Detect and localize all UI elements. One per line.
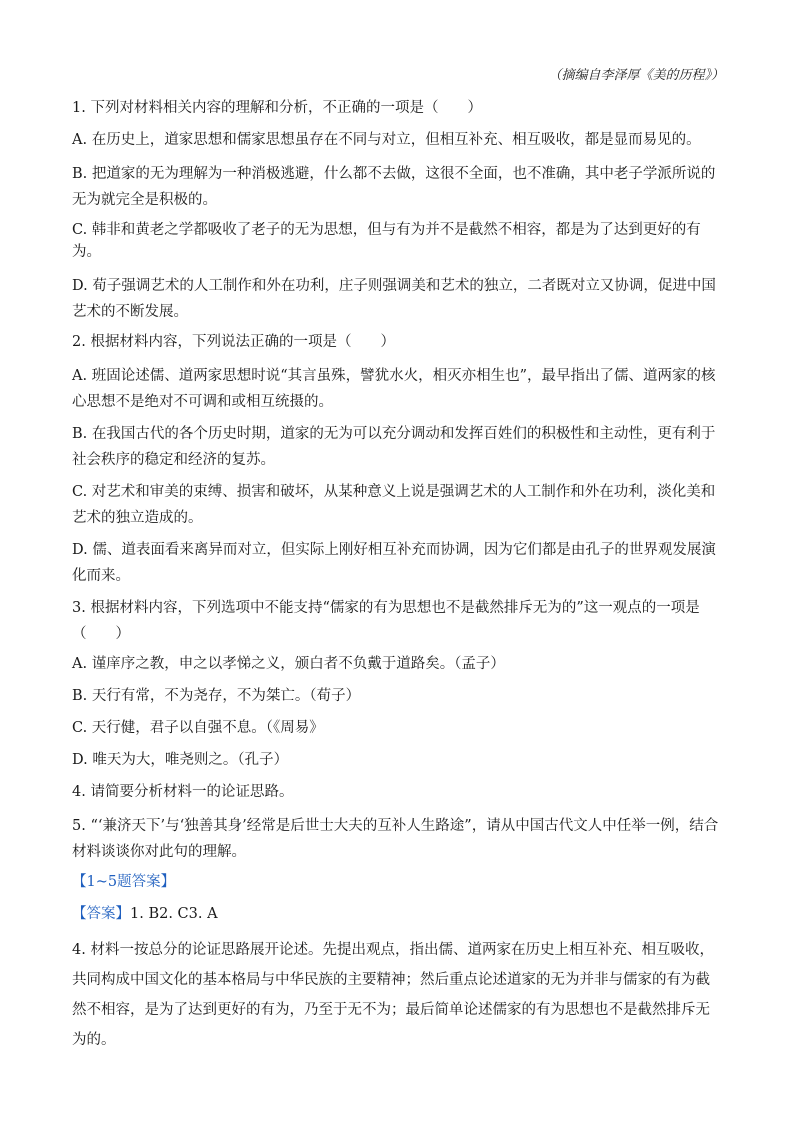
question-1: [72, 97, 722, 325]
answer-row: [72, 903, 722, 925]
option-d: D. 儒、道表面看来离异而对立，但实际上刚好相互补充而协调，因为它们都是由孔子的世界观发展演化而来。: [72, 542, 716, 584]
option-a: A. 班固论述儒、道两家思想时说“其言虽殊，譬犹水火，相灭亦相生也”，最早指出了儒、道两家的核心思想不是绝对不可调和或相互统摄的。: [72, 368, 716, 410]
option-d: D. 唯天为大，唯尧则之。（孔子）: [72, 752, 289, 768]
answer-heading: 【1~5题答案】: [72, 874, 176, 890]
question-stem: 3. 根据材料内容，下列选项中不能支持“儒家的有为思想也不是截然排斥无为的”这一观点的一项是（ ）: [72, 600, 700, 642]
option-d: D. 荀子强调艺术的人工制作和外在功利，庄子则强调美和艺术的独立，二者既对立又协调，促进中国艺术的不断发展。: [72, 278, 716, 320]
question-3: [72, 595, 722, 771]
question-2: [72, 331, 722, 589]
answer-4-paragraph: 4. 材料一按总分的论证思路展开论述。先提出观点，指出儒、道两家在历史上相互补充、相互吸收，共同构成中国文化的基本格局与中华民族的主要精神；然后重点论述道家的无为并非与儒家的有为截然不相容，是为了达到更好的有为，乃至于无不为；最后简单论述儒家的有为思想也不是截然排斥无为的。: [72, 942, 714, 1048]
question-stem: 1. 下列对材料相关内容的理解和分析，不正确的一项是（ ）: [72, 100, 482, 116]
question-stem: 2. 根据材料内容，下列说法正确的一项是（ ）: [72, 334, 395, 350]
option-c: C. 韩非和黄老之学都吸收了老子的无为思想，但与有为并不是截然不相容，都是为了达到更好的有为。: [72, 222, 701, 260]
question-5: 5. “‘兼济天下’与‘独善其身’经常是后世士大夫的互补人生路途”，请从中国古代文人中任举一例，结合材料谈谈你对此句的理解。: [72, 818, 719, 860]
option-b: B. 把道家的无为理解为一种消极逃避，什么都不去做，这很不全面，也不准确，其中老子学派所说的无为就完全是积极的。: [72, 166, 716, 208]
answer-text: 1. B2. C3. A: [130, 906, 218, 922]
option-c: C. 天行健，君子以自强不息。（《周易》: [72, 720, 324, 736]
option-c: C. 对艺术和审美的束缚、损害和破坏，从某种意义上说是强调艺术的人工制作和外在功利，淡化美和艺术的独立造成的。: [72, 484, 716, 526]
option-b: B. 天行有常，不为尧存，不为桀亡。（荀子）: [72, 688, 361, 704]
question-4: 4. 请简要分析材料一的论证思路。: [72, 784, 294, 800]
option-b: B. 在我国古代的各个历史时期，道家的无为可以充分调动和发挥百姓们的积极性和主动性，更有利于社会秩序的稳定和经济的复苏。: [72, 426, 716, 468]
option-a: A. 谨庠序之教，申之以孝悌之义，颁白者不负戴于道路矣。（孟子）: [72, 656, 505, 672]
answer-label: 【答案】: [72, 906, 130, 922]
option-a: A. 在历史上，道家思想和儒家思想虽存在不同与对立，但相互补充、相互吸收，都是显而易见的。: [72, 132, 701, 148]
source-citation: （摘编自李泽厚《美的历程》）: [548, 68, 724, 83]
